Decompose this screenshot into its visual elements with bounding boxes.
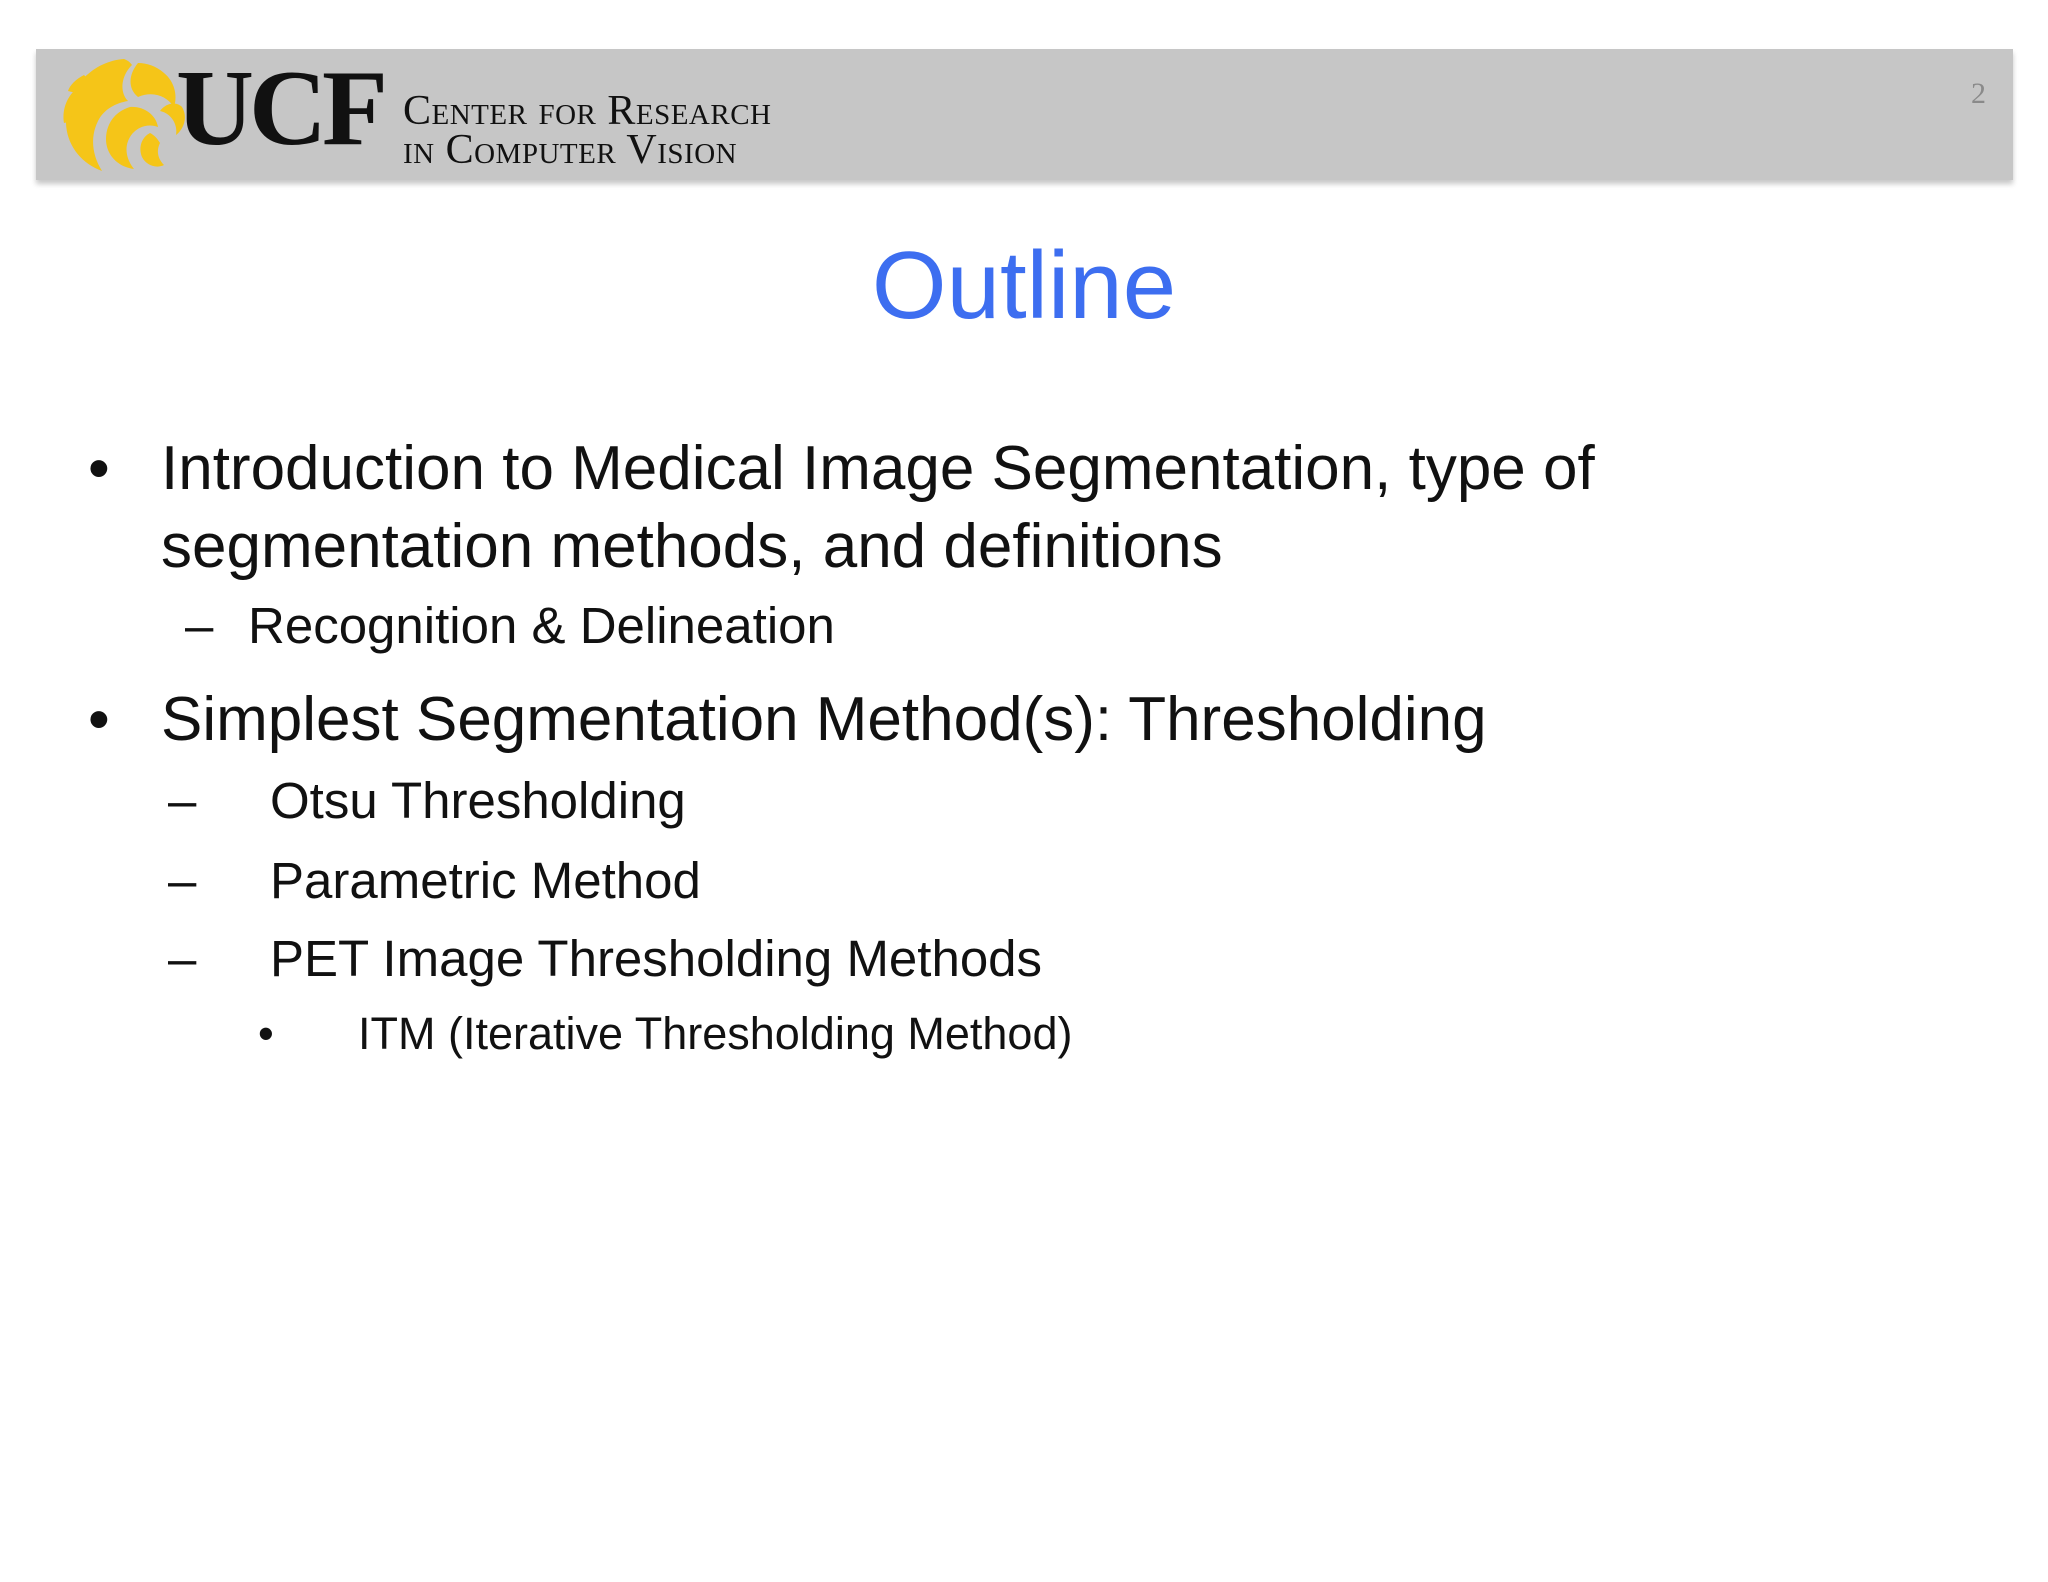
bullet-text-simplest: Simplest Segmentation Method(s): Thresholding (161, 685, 1487, 754)
slide-title: Outline (871, 232, 1177, 339)
bullet-marker: – (168, 772, 197, 829)
bullet-text-recognition: Recognition & Delineation (248, 597, 835, 654)
bullet-text-intro-line2: segmentation methods, and definitions (161, 512, 1223, 581)
bullet-text-intro-line1: Introduction to Medical Image Segmentation, type of (161, 434, 1595, 503)
bullet-marker: – (185, 597, 214, 654)
bullet-marker: – (168, 852, 197, 909)
bullet-marker: • (258, 1008, 274, 1059)
bullet-text-pet: PET Image Thresholding Methods (270, 930, 1043, 987)
org-name-line2: in Computer Vision (403, 127, 738, 173)
ucf-wordmark: UCF (176, 49, 383, 168)
bullet-marker: – (168, 930, 197, 987)
bullet-text-parametric: Parametric Method (270, 852, 701, 909)
slide-number: 2 (1971, 77, 1986, 110)
bullet-marker: • (88, 434, 110, 503)
bullet-text-itm: ITM (Iterative Thresholding Method) (358, 1008, 1073, 1059)
org-name-line1: Center for Research (403, 88, 772, 134)
bullet-text-otsu: Otsu Thresholding (270, 772, 686, 829)
bullet-marker: • (88, 685, 110, 754)
